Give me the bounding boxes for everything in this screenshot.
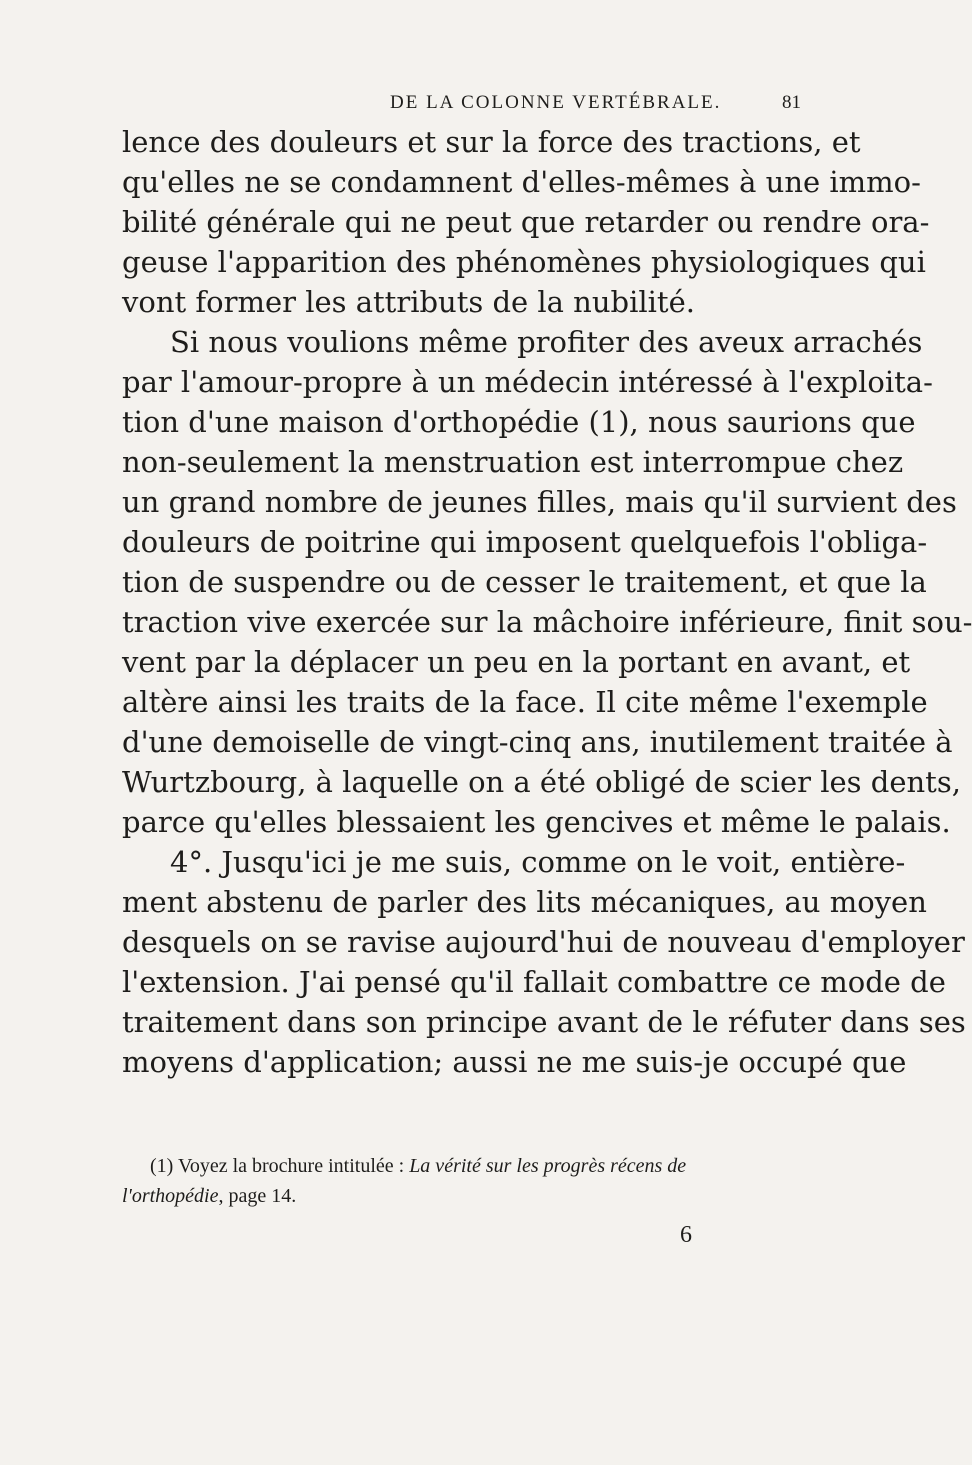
text-line: l'extension. J'ai pensé qu'il fallait combattre ce mode de — [122, 965, 946, 999]
signature-mark: 6 — [680, 1222, 692, 1248]
text-line: qu'elles ne se condamnent d'elles-mêmes à une immo- — [122, 165, 921, 199]
footnote-line — [150, 1152, 818, 1180]
text-line: douleurs de poitrine qui imposent quelquefois l'obliga- — [122, 525, 928, 559]
running-title: DE LA COLONNE VERTÉBRALE. — [390, 92, 722, 113]
footnote-title: La vérité sur les progrès récens de — [409, 1155, 687, 1177]
text-line: par l'amour-propre à un médecin intéressé à l'exploita- — [122, 365, 933, 399]
text-line: vent par la déplacer un peu en la portant en avant, et — [122, 645, 911, 679]
text-line: ment abstenu de parler des lits mécaniques, au moyen — [122, 885, 927, 919]
text-line: traitement dans son principe avant de le réfuter dans ses — [122, 1005, 966, 1039]
footnote-tail: , page 14. — [218, 1185, 297, 1207]
footnote-lead: (1) Voyez la brochure intitulée : — [150, 1155, 410, 1177]
text-line: Wurtzbourg, à laquelle on a été obligé de scier les dents, — [122, 765, 961, 799]
text-line: d'une demoiselle de vingt-cinq ans, inutilement traitée à — [122, 725, 953, 759]
text-line: parce qu'elles blessaient les gencives et même le palais. — [122, 805, 951, 839]
text-line: moyens d'application; aussi ne me suis-je occupé que — [122, 1045, 907, 1079]
text-line: bilité générale qui ne peut que retarder ou rendre ora- — [122, 205, 930, 239]
text-line: traction vive exercée sur la mâchoire inférieure, finit sou- — [122, 605, 972, 639]
text-line: un grand nombre de jeunes filles, mais qu'il survient des — [122, 485, 957, 519]
text-line: tion d'une maison d'orthopédie (1), nous saurions que — [122, 405, 916, 439]
text-line: vont former les attributs de la nubilité. — [122, 285, 695, 319]
text-line: lence des douleurs et sur la force des tractions, et — [122, 125, 861, 159]
text-line: tion de suspendre ou de cesser le traitement, et que la — [122, 565, 927, 599]
text-line: geuse l'apparition des phénomènes physiologiques qui — [122, 245, 926, 279]
footnote-title-cont: l'orthopédie — [122, 1185, 219, 1207]
page-number: 81 — [782, 92, 801, 113]
text-line: 4°. Jusqu'ici je me suis, comme on le voit, entière- — [170, 845, 906, 879]
text-line: Si nous voulions même profiter des aveux arrachés — [170, 325, 923, 359]
text-line: altère ainsi les traits de la face. Il cite même l'exemple — [122, 685, 928, 719]
footnote-line — [122, 1182, 790, 1210]
text-line: desquels on se ravise aujourd'hui de nouveau d'employer — [122, 925, 965, 959]
text-line: non-seulement la menstruation est interrompue chez — [122, 445, 904, 479]
